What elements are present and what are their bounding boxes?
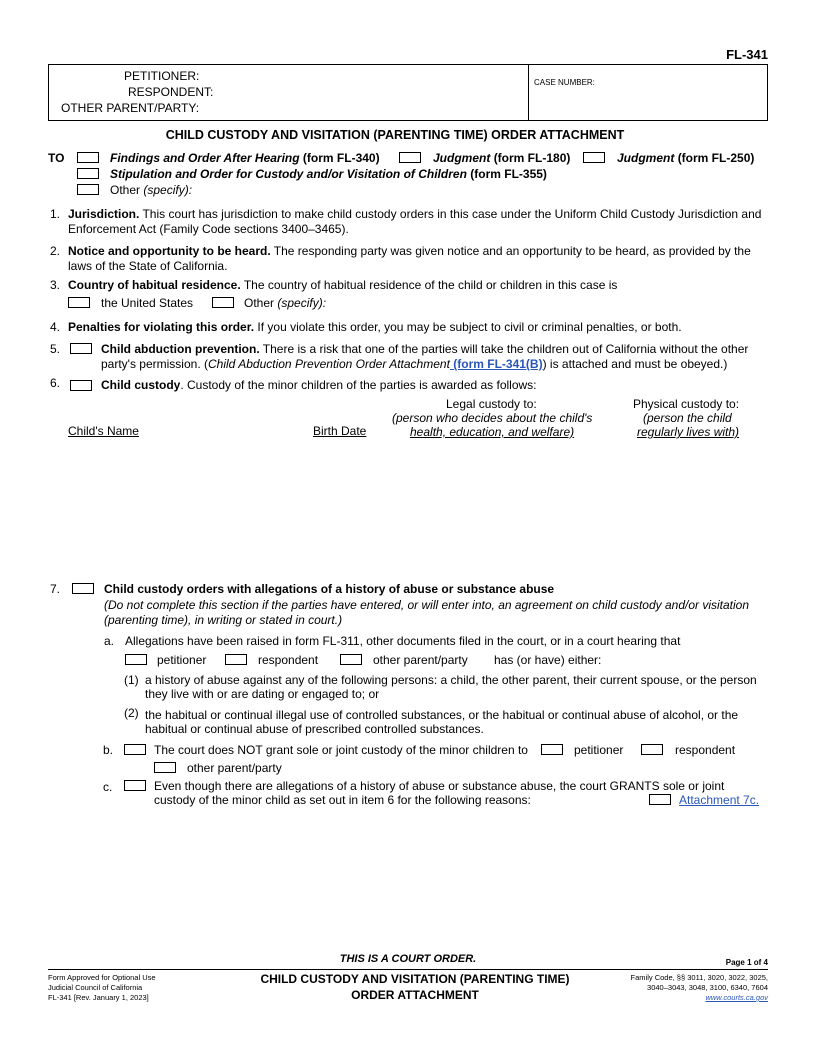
- item1-text-line2: Enforcement Act (Family Code sections 3400–3465).: [68, 222, 349, 236]
- item6-text: Child custody. Custody of the minor children of the parties is awarded as follows:: [101, 378, 537, 392]
- checkbox-united-states[interactable]: [68, 297, 90, 308]
- item7a2-line2: habitual or continual abuse of prescribed controlled substances.: [145, 722, 484, 736]
- checkbox-item5[interactable]: [70, 343, 92, 354]
- option-7a-respondent: respondent: [258, 653, 319, 667]
- checkbox-7a-other[interactable]: [340, 654, 362, 665]
- item7b-label: b.: [103, 743, 114, 757]
- form-id: FL-341: [726, 47, 768, 62]
- option-7a-either: has (or have) either:: [494, 653, 602, 667]
- checkbox-fl340[interactable]: [77, 152, 99, 163]
- checkbox-7a-respondent[interactable]: [225, 654, 247, 665]
- item7a1-line1: a history of abuse against any of the following persons: a child, the other parent, their current spouse, or the person: [145, 673, 757, 687]
- checkbox-7b-petitioner[interactable]: [541, 744, 563, 755]
- item7-note-line1: (Do not complete this section if the parties have entered, or will enter into, an agreement on child custody and/or visitation: [104, 598, 750, 612]
- checkbox-fl250[interactable]: [583, 152, 605, 163]
- item7a-text: Allegations have been raised in form FL-311, other documents filed in the court, or in a court hearing that: [125, 634, 681, 648]
- item2-text: Notice and opportunity to be heard. The responding party was given notice and an opportunity to be heard, as provided by the: [68, 244, 751, 258]
- item1-text: Jurisdiction. This court has jurisdiction to make child custody orders in this case under the Uniform Child Custody Jurisdiction and: [68, 207, 762, 221]
- physical-custody-sub1: (person the child: [643, 411, 732, 425]
- legal-custody-sub2: health, education, and welfare): [410, 425, 575, 439]
- item7a1-number: (1): [124, 673, 139, 687]
- to-option-fl340: Findings and Order After Hearing (form FL-340): [110, 151, 380, 165]
- court-order-notice: THIS IS A COURT ORDER.: [339, 953, 477, 965]
- checkbox-7b-other[interactable]: [154, 762, 176, 773]
- petitioner-label: PETITIONER:: [124, 69, 200, 83]
- item7c-label: c.: [103, 780, 113, 794]
- checkbox-fl180[interactable]: [399, 152, 421, 163]
- checkbox-7c[interactable]: [124, 780, 146, 791]
- to-option-other: Other (specify):: [110, 183, 193, 197]
- courts-website-link[interactable]: www.courts.ca.gov: [705, 993, 768, 1002]
- case-number-label: CASE NUMBER:: [534, 78, 595, 87]
- item6-number: 6.: [50, 376, 61, 390]
- option-united-states: the United States: [101, 296, 194, 310]
- item5-text: Child abduction prevention. There is a risk that one of the parties will take the children out of California without the other: [101, 342, 749, 356]
- item7a2-number: (2): [124, 706, 139, 720]
- physical-custody-title: Physical custody to:: [633, 397, 740, 411]
- item1-number: 1.: [50, 207, 61, 221]
- attachment-7c-link[interactable]: Attachment 7c.: [679, 793, 760, 807]
- item7-number: 7.: [50, 582, 61, 596]
- page-title: CHILD CUSTODY AND VISITATION (PARENTING TIME) ORDER ATTACHMENT: [165, 128, 625, 142]
- footer-right-line1: Family Code, §§ 3011, 3020, 3022, 3025,: [630, 973, 768, 982]
- checkbox-item7[interactable]: [72, 583, 94, 594]
- checkbox-7b-respondent[interactable]: [641, 744, 663, 755]
- item5-number: 5.: [50, 342, 61, 356]
- physical-custody-sub2: regularly lives with): [637, 425, 740, 439]
- item3-number: 3.: [50, 278, 61, 292]
- option-7b-other: other parent/party: [187, 761, 282, 775]
- page-number: Page 1 of 4: [725, 958, 768, 967]
- item2-number: 2.: [50, 244, 61, 258]
- checkbox-7a-petitioner[interactable]: [125, 654, 147, 665]
- footer-left-line1: Form Approved for Optional Use: [48, 973, 156, 982]
- to-option-fl180: Judgment (form FL-180): [433, 151, 571, 165]
- item7-heading: Child custody orders with allegations of a history of abuse or substance abuse: [104, 582, 555, 596]
- item7-note-line2: (parenting time), in writing or stated in court.): [104, 613, 343, 627]
- checkbox-other[interactable]: [77, 184, 99, 195]
- footer-rule: [48, 969, 768, 970]
- footer-left-line2: Judicial Council of California: [48, 983, 143, 992]
- footer-title-line1: CHILD CUSTODY AND VISITATION (PARENTING TIME): [260, 972, 570, 986]
- option-7b-petitioner: petitioner: [574, 743, 624, 757]
- item2-text-line2: laws of the State of California.: [68, 259, 228, 273]
- checkbox-attachment-7c[interactable]: [649, 794, 671, 805]
- checkbox-other-country[interactable]: [212, 297, 234, 308]
- item5-text-line2: party's permission. (Child Abduction Prevention Order Attachment (form FL-341(B)) is attached and must be obeyed.): [101, 357, 728, 371]
- item7a1-line2: they live with or are dating or engaged to; or: [145, 687, 380, 701]
- item7b-text: The court does NOT grant sole or joint custody of the minor children to: [154, 743, 528, 757]
- item4-text: Penalties for violating this order. If you violate this order, you may be subject to civil or criminal penalties, or both.: [68, 320, 682, 334]
- footer-title-line2: ORDER ATTACHMENT: [351, 988, 479, 1002]
- checkbox-fl355[interactable]: [77, 168, 99, 179]
- option-other-country: Other (specify):: [244, 296, 327, 310]
- legal-custody-title: Legal custody to:: [446, 397, 537, 411]
- option-7a-petitioner: petitioner: [157, 653, 207, 667]
- fl341b-link[interactable]: (form FL-341(B): [449, 357, 543, 371]
- legal-custody-sub1: (person who decides about the child's: [392, 411, 593, 425]
- respondent-label: RESPONDENT:: [128, 85, 214, 99]
- childs-name-header: Child's Name: [68, 424, 139, 438]
- item7a2-line1: the habitual or continual illegal use of controlled substances, or the habitual or continual abuse of alcohol, or the: [145, 708, 739, 722]
- checkbox-item6[interactable]: [70, 380, 92, 391]
- to-option-fl250: Judgment (form FL-250): [617, 151, 755, 165]
- item7c-line2: custody of the minor child as set out in item 6 for the following reasons:: [154, 793, 531, 807]
- option-7a-other: other parent/party: [373, 653, 468, 667]
- item4-number: 4.: [50, 320, 61, 334]
- other-party-label: OTHER PARENT/PARTY:: [61, 101, 200, 115]
- checkbox-7b[interactable]: [124, 744, 146, 755]
- caption-divider: [528, 64, 529, 121]
- item3-text: Country of habitual residence. The country of habitual residence of the child or children in this case is: [68, 278, 618, 292]
- to-option-fl355: Stipulation and Order for Custody and/or Visitation of Children (form FL-355): [110, 167, 547, 181]
- item7c-line1: Even though there are allegations of a history of abuse or substance abuse, the court GRANTS sole or joint: [154, 779, 725, 793]
- option-7b-respondent: respondent: [675, 743, 736, 757]
- item7a-label: a.: [104, 634, 115, 648]
- to-label: TO: [48, 151, 65, 165]
- footer-left-line3: FL-341 [Rev. January 1, 2023]: [48, 993, 149, 1002]
- birth-date-header: Birth Date: [313, 424, 367, 438]
- footer-right-line2: 3040–3043, 3048, 3100, 6340, 7604: [647, 983, 768, 992]
